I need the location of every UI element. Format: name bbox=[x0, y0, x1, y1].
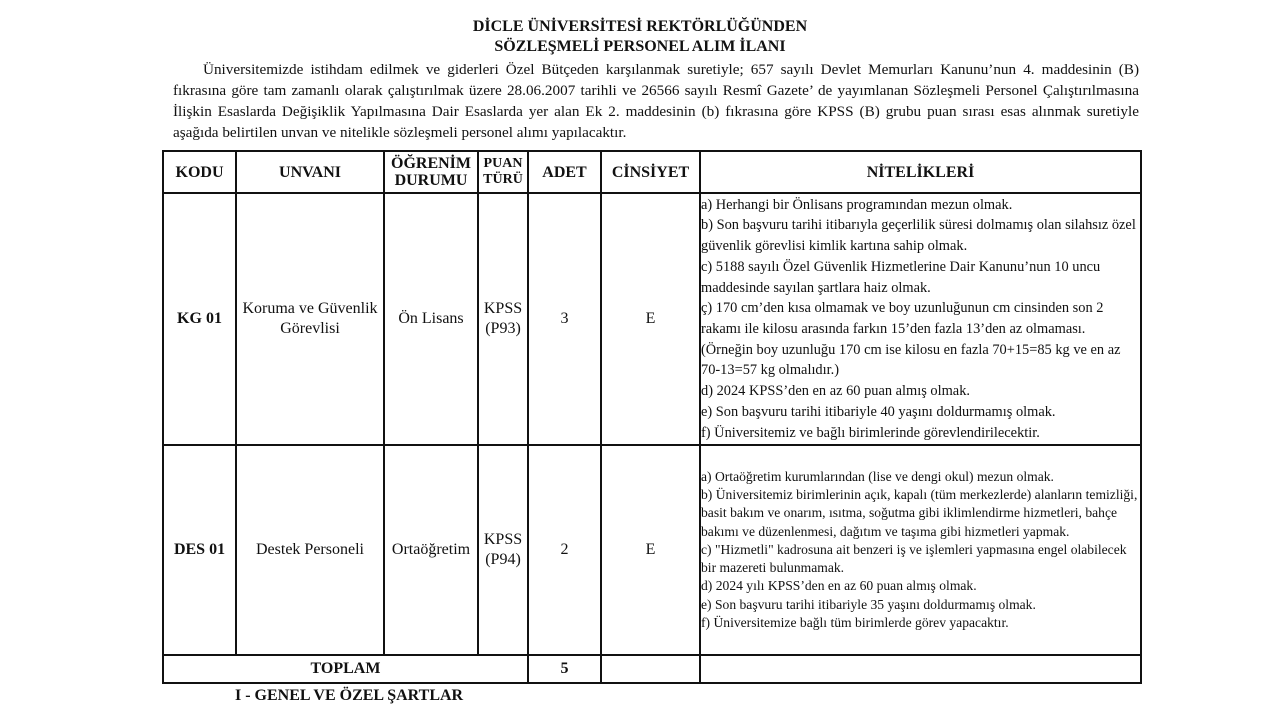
col-header-ogrenim-line1: ÖĞRENİM bbox=[391, 155, 471, 172]
document-title: DİCLE ÜNİVERSİTESİ REKTÖRLÜĞÜNDEN bbox=[472, 18, 808, 35]
qualification-item: b) Son başvuru tarihi itibarıyla geçerlilik süresi dolmamış olan silahsız özel güvenlik görevlisi kimlik kartına sahip olmak. bbox=[701, 217, 1136, 255]
col-header-puan-line1: PUAN bbox=[483, 156, 523, 171]
intro-text: Üniversitemizde istihdam edilmek ve giderleri Özel Bütçeden karşılanmak suretiyle; 657 sayılı Devlet Memurları Kanunu’nun 4. maddesinin (B) fıkrasına göre tam zamanlı olarak çalıştırılmak üzere 28.06.2007 tarihli ve 26566 sayılı Resmî Gazete’ de yayımlanan Sözleşmeli Personel Çalıştırılmasına İlişkin Esaslarda Değişiklik Yapılmasına Dair Esaslarda yer alan Ek 2. maddesinin (b) fıkrasına göre KPSS (B) grubu puan sırası esas alınmak suretiyle aşağıda belirtilen unvan ve nitelikle sözleşmeli personel alımı yapılacaktır. bbox=[173, 61, 1139, 141]
col-header-adet: ADET bbox=[528, 151, 601, 193]
col-header-puan-line2: TÜRÜ bbox=[483, 172, 523, 187]
cell-adet: 3 bbox=[528, 193, 601, 445]
total-empty-cell bbox=[700, 655, 1141, 683]
cell-ogrenim: Ön Lisans bbox=[384, 193, 478, 445]
cell-cinsiyet: E bbox=[601, 193, 700, 445]
table-total-row bbox=[163, 655, 1141, 683]
qualification-item: d) 2024 KPSS’den en az 60 puan almış olmak. bbox=[701, 383, 970, 400]
cell-puan-line1: KPSS bbox=[483, 531, 523, 548]
positions-table bbox=[162, 150, 1142, 684]
cell-nitelikler bbox=[700, 193, 1141, 445]
col-header-kodu: KODU bbox=[163, 151, 236, 193]
qualification-item: f) Üniversitemize bağlı tüm birimlerde görev yapacaktır. bbox=[701, 615, 1009, 631]
qualification-item: d) 2024 yılı KPSS’den en az 60 puan almış olmak. bbox=[701, 578, 977, 594]
table-header-row bbox=[163, 151, 1141, 193]
table-row-des01 bbox=[163, 445, 1141, 655]
col-header-puan bbox=[478, 151, 528, 193]
qualification-item: e) Son başvuru tarihi itibariyle 40 yaşını doldurmamış olmak. bbox=[701, 403, 1056, 420]
cell-unvani: Destek Personeli bbox=[236, 445, 384, 655]
qualification-item: c) 5188 sayılı Özel Güvenlik Hizmetlerine Dair Kanunu’nun 10 uncu maddesinde sayılan şartlara haiz olmak. bbox=[701, 258, 1101, 296]
qualification-item: b) Üniversitemiz birimlerinin açık, kapalı (tüm merkezlerde) alanların temizliği, basit bakım ve onarım, ısıtma, soğutma gibi iklimlendirme hizmetleri, bahçe bakımı ve düzenlenmesi, dağıtım ve taşıma gibi hizmetleri yapmak. bbox=[701, 486, 1138, 539]
total-label: TOPLAM bbox=[163, 655, 528, 683]
cell-puan-line1: KPSS bbox=[483, 300, 523, 317]
qualification-item: c) "Hizmetli" kadrosuna ait benzeri iş ve işlemleri yapmasına engel olabilecek bir mazereti bulunmamak. bbox=[701, 541, 1127, 576]
cell-adet: 2 bbox=[528, 445, 601, 655]
col-header-unvani: UNVANI bbox=[236, 151, 384, 193]
cell-kodu: DES 01 bbox=[163, 445, 236, 655]
document-subtitle: SÖZLEŞMELİ PERSONEL ALIM İLANI bbox=[494, 38, 786, 55]
cell-unvani: Koruma ve Güvenlik Görevlisi bbox=[236, 193, 384, 445]
cell-kodu: KG 01 bbox=[163, 193, 236, 445]
total-empty-cell bbox=[601, 655, 700, 683]
cell-puan-line2: (P94) bbox=[485, 551, 521, 568]
cell-nitelikler bbox=[700, 445, 1141, 655]
cell-puan bbox=[478, 445, 528, 655]
qualification-item: a) Ortaöğretim kurumlarından (lise ve dengi okul) mezun olmak. bbox=[701, 468, 1054, 484]
intro-paragraph bbox=[173, 59, 1139, 143]
cell-cinsiyet: E bbox=[601, 445, 700, 655]
section-heading: I - GENEL VE ÖZEL ŞARTLAR bbox=[235, 687, 464, 704]
total-value: 5 bbox=[528, 655, 601, 683]
col-header-ogrenim-line2: DURUMU bbox=[394, 172, 468, 189]
table-row-kg01 bbox=[163, 193, 1141, 445]
qualification-item: ç) 170 cm’den kısa olmamak ve boy uzunluğunun cm cinsinden son 2 rakamı ile kilosu arasında farkın 15’den fazla 13’den az olmaması. (Örneğin boy uzunluğu 170 cm ise kilosu en fazla 70+15=85 kg ve en az 70-13=57 kg olmalıdır.) bbox=[701, 300, 1121, 379]
cell-ogrenim: Ortaöğretim bbox=[384, 445, 478, 655]
qualification-item: f) Üniversitemiz ve bağlı birimlerinde görevlendirilecektir. bbox=[701, 424, 1040, 441]
qualification-item: a) Herhangi bir Önlisans programından mezun olmak. bbox=[701, 196, 1013, 213]
col-header-ogrenim bbox=[384, 151, 478, 193]
qualification-item: e) Son başvuru tarihi itibariyle 35 yaşını doldurmamış olmak. bbox=[701, 596, 1036, 612]
col-header-cinsiyet: CİNSİYET bbox=[601, 151, 700, 193]
cell-puan bbox=[478, 193, 528, 445]
col-header-nitelikleri: NİTELİKLERİ bbox=[700, 151, 1141, 193]
cell-puan-line2: (P93) bbox=[485, 320, 521, 337]
